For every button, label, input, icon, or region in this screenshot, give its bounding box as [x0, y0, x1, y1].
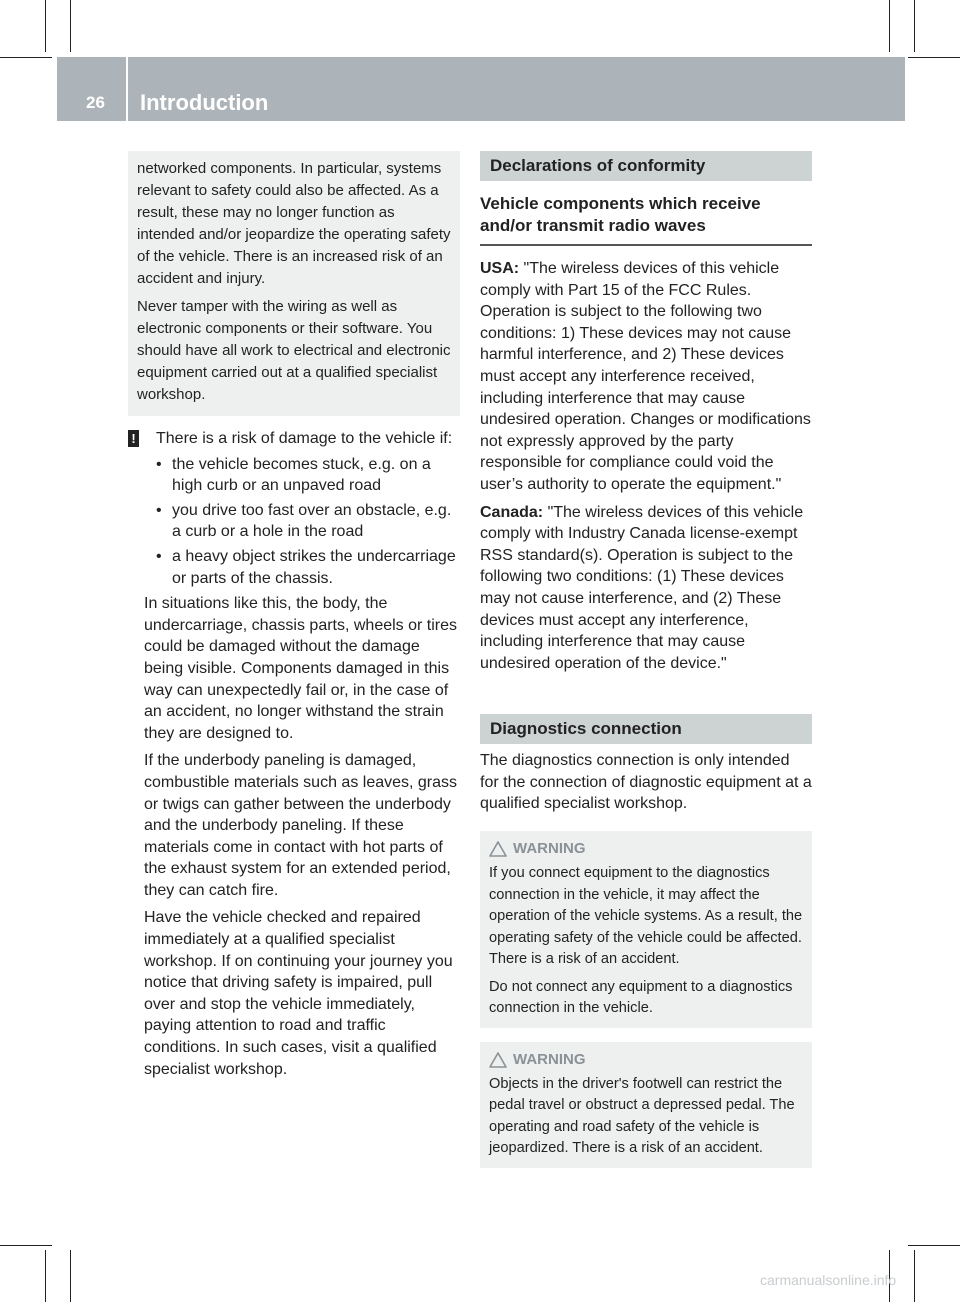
usa-text: "The wireless devices of this vehicle comply with Part 15 of the FCC Rules. Operation is subject to the following two conditions: 1) These devices may not cause harmful interference, and 2) These devices must accept any interference received, including interference that may cause undesired operation. Changes or modifications not expressly approved by the party responsible for compliance could void the user’s authority to operate the equipment." — [480, 260, 811, 493]
warning-title-text: WARNING — [513, 1050, 586, 1068]
list-item-text: a heavy object strikes the undercarriage or parts of the chassis. — [172, 547, 456, 587]
crop-mark — [0, 57, 52, 58]
bullet-icon: • — [156, 501, 162, 519]
notice-paragraph: In situations like this, the body, the undercarriage, chassis parts, wheels or tires could be damaged without the damage being visible. Components damaged in this way can unexpectedly fail or, in the case of an accident, no longer withstand the strain they are designed to. — [144, 595, 458, 742]
left-column — [128, 151, 460, 1086]
notice-paragraph: Have the vehicle checked and repaired immediately at a qualified specialist workshop. If on continuing your journey you notice that driving safety is impaired, pull over and stop the vehicle immediately, paying attention to road and traffic conditions. In such cases, visit a qualified specialist workshop. — [144, 909, 453, 1078]
usa-label: USA: — [480, 260, 520, 277]
crop-mark — [70, 1250, 71, 1302]
warning-paragraph: Objects in the driver's footwell can restrict the pedal travel or obstruct a depressed pedal. The operating and road safety of the vehicle is jeopardized. There is a risk of an accident. — [489, 1075, 795, 1157]
crop-mark — [45, 1250, 46, 1302]
warning-triangle-icon — [489, 1052, 507, 1068]
notice-lead: There is a risk of damage to the vehicle if: — [156, 430, 453, 447]
diagnostics-heading: Diagnostics connection — [480, 714, 812, 744]
warning-title — [489, 1050, 803, 1070]
box-paragraph: networked components. In particular, systems relevant to safety could also be affected. As a result, these may no longer function as intended and/or jeopardize the operating safety of the vehicle. There is an increased risk of an accident and injury. — [137, 160, 451, 287]
damage-notice — [128, 428, 460, 1080]
crop-mark — [908, 1245, 960, 1246]
section-title: Introduction — [140, 90, 269, 115]
warning-triangle-icon — [489, 841, 507, 857]
list-item — [156, 500, 460, 543]
notice-paragraph: If the underbody paneling is damaged, combustible materials such as leaves, grass or twigs can gather between the underbody and the underbody paneling. If these materials come in contact with hot parts of the exhaust system for an extended period, they can catch fire. — [144, 752, 458, 899]
box-paragraph: Never tamper with the wiring as well as electronic components or their software. You should have all work to electrical and electronic equipment carried out at a qualified specialist workshop. — [137, 298, 451, 403]
radio-waves-subheading: Vehicle components which receive and/or transmit radio waves — [480, 193, 812, 246]
list-item — [156, 546, 460, 589]
crop-mark — [0, 1245, 52, 1246]
declarations-heading: Declarations of conformity — [480, 151, 812, 181]
usa-paragraph — [480, 258, 812, 496]
warning-box — [480, 831, 812, 1028]
crop-mark — [45, 0, 46, 52]
warning-title-text: WARNING — [513, 840, 586, 858]
warning-paragraph: If you connect equipment to the diagnostics connection in the vehicle, it may affect the operation of the vehicle systems. As a result, the operating safety of the vehicle could be affected. There is a risk of an accident. — [489, 865, 803, 968]
bullet-icon: • — [156, 455, 162, 473]
canada-label: Canada: — [480, 503, 544, 521]
warning-title — [489, 839, 803, 859]
canada-paragraph — [480, 502, 812, 675]
warning-paragraph: Do not connect any equipment to a diagnostics connection in the vehicle. — [489, 978, 793, 1017]
crop-mark — [70, 0, 71, 52]
right-column — [480, 151, 812, 1168]
crop-mark — [914, 1250, 915, 1302]
warning-box — [480, 1042, 812, 1168]
crop-mark — [908, 57, 960, 58]
canada-text: "The wireless devices of this vehicle comply with Industry Canada license-exempt RSS standard(s). Operation is subject to the following two conditions: (1) These devices may not cause interference, and (2) These devices must accept any interference, including interference that may cause undesired operation of the device." — [480, 503, 804, 672]
crop-mark — [889, 0, 890, 52]
bullet-icon: • — [156, 547, 162, 565]
page-number: 26 — [86, 93, 105, 112]
list-item-text: the vehicle becomes stuck, e.g. on a high curb or an unpaved road — [172, 455, 431, 495]
header-divider — [126, 57, 128, 121]
crop-mark — [914, 0, 915, 52]
warning-continuation-box — [128, 151, 460, 416]
list-item — [156, 454, 460, 497]
diagnostics-intro: The diagnostics connection is only intended for the connection of diagnostic equipment at a qualified specialist workshop. — [480, 752, 812, 813]
watermark: carmanualsonline.info — [760, 1272, 897, 1288]
exclamation-icon: ! — [128, 430, 139, 447]
list-item-text: you drive too fast over an obstacle, e.g. a curb or a hole in the road — [172, 501, 452, 541]
notice-bullets — [156, 454, 460, 590]
